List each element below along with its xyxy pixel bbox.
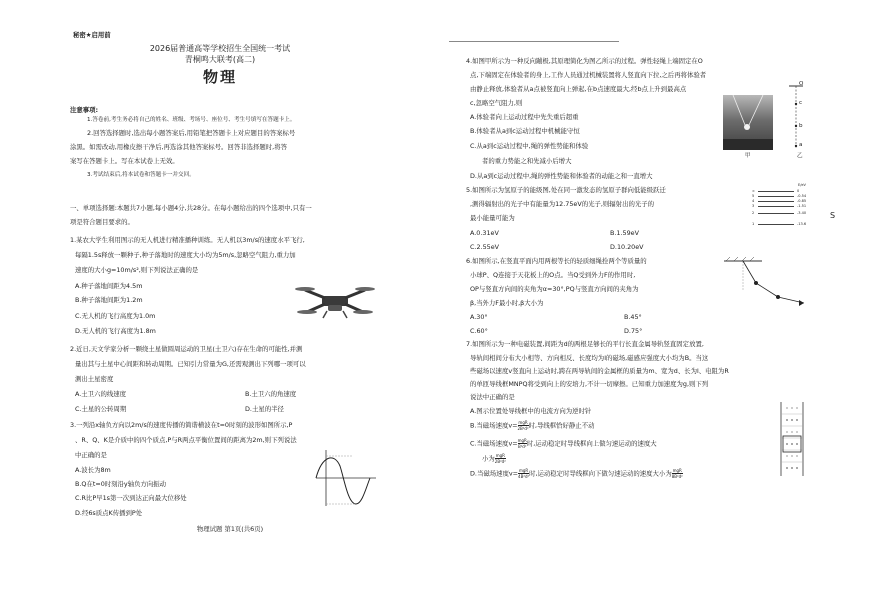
q4-stem-3: 由静止释放,体验者从a点被竖直向上弹起,在b点速度最大,经b点上升到最高点 — [470, 85, 687, 93]
q7-stem-3: 些磁场以速度v竖直向上运动时,跨在两导轨间的金属框的质量为m、宽为d、长为l、电阻为R — [470, 367, 729, 375]
q7-option-c — [470, 438, 657, 449]
option-text: 时,运动稳定时导线框向下做匀速运动的速度大小为 — [529, 469, 672, 478]
q1-option-d: D.无人机的飞行高度为1.8m — [75, 327, 156, 335]
level-energy: 0 — [797, 189, 800, 193]
point-b-label: b — [799, 123, 803, 129]
q2-option-c: C.土星的公转周期 — [75, 405, 127, 413]
q3-option-b: B.Q在t=0时刻沿y轴负方向振动 — [75, 480, 167, 488]
fig-label-jia: 甲 — [745, 153, 751, 159]
bungee-photo-figure — [723, 95, 773, 150]
option-text: D.当磁场速度v= — [470, 469, 519, 478]
level-energy: -3.40 — [797, 211, 807, 215]
level-n: 3 — [752, 204, 755, 208]
q5-stem-3: 最小能量可能为 — [470, 214, 515, 222]
note-2c: 案写在答题卡上。写在本试卷上无效。 — [70, 157, 179, 165]
note-2a: 2.回答选择题时,选出每小题答案后,用铅笔把答题卡上对应题目的答案标号 — [87, 129, 296, 137]
level-n: 1 — [752, 222, 755, 226]
q4-option-d: D.从a到c运动过程中,绳的弹性势能和体验者的动能之和一直增大 — [470, 172, 653, 180]
energy-unit-label: E/eV — [798, 183, 806, 187]
q4-option-b: B.体验者从a到c运动过程中机械能守恒 — [470, 127, 580, 135]
q7-option-b — [470, 420, 595, 431]
level-energy: -13.6 — [797, 222, 807, 226]
drone-figure — [295, 282, 375, 322]
q3-stem-2: 、R、Q、K是介质中的四个质点,P与R两点平衡位置间的距离为2m,则下列说法 — [75, 436, 297, 444]
q2-option-d: D.土星的半径 — [245, 405, 284, 413]
q5-stem-1: 5.如图所示为氢原子的能级图,处在同一激发态的氢原子群向低能级跃迁 — [466, 186, 666, 194]
level-n: 2 — [752, 211, 755, 215]
q3-option-d: D.经6s质点K传播到P处 — [75, 509, 143, 517]
q2-stem-2: 量出其与土星中心间距和转动周期。已知引力常量为G,还需观测出下列哪一项可以 — [75, 360, 306, 368]
fraction-num: mgR — [518, 420, 528, 425]
q7-stem-1: 7.如图所示为一种电磁装置,间距为d的两根足够长的平行长直金属导轨竖直固定放置, — [466, 340, 704, 348]
q6-option-c: C.60° — [470, 327, 488, 335]
fraction — [495, 453, 506, 464]
q5-option-a: A.0.31eV — [470, 229, 499, 237]
fraction-num: mgR — [518, 468, 529, 473]
q2-option-b: B.土卫六的角速度 — [245, 390, 297, 398]
top-divider — [449, 41, 619, 42]
fraction-den: 2B²d² — [494, 459, 506, 464]
q3-stem-1: 3.一列沿x轴负方向以2m/s的速度传播的简谐横波在t=0时刻的波形如图所示,P — [70, 421, 293, 429]
exam-subtitle: 青桐鸣大联考(高二) — [184, 55, 256, 64]
subject-title: 物理 — [202, 68, 237, 86]
level-line — [758, 206, 794, 207]
q7-option-a: A.图示位置处导线框中的电流方向为逆时针 — [470, 407, 592, 415]
point-o-label: O — [799, 81, 804, 87]
option-text: 时,导线框恰好静止不动 — [528, 421, 595, 430]
option-text: C.当磁场速度v= — [470, 439, 518, 448]
q6-stem-2: 小球P、Q连接于天花板上的O点。当Q受到外力F的作用时, — [470, 271, 636, 279]
section1-heading-cont: 项是符合题目要求的。 — [70, 218, 134, 226]
q5-option-c: C.2.55eV — [470, 243, 500, 251]
option-text: 小为 — [482, 454, 495, 463]
fraction-den: B²d² — [517, 444, 527, 449]
exam-title: 2026届普通高等学校招生全国统一考试 — [149, 44, 291, 53]
level-line — [758, 191, 794, 192]
q5-option-b: B.1.59eV — [610, 229, 639, 237]
energy-level-diagram — [752, 185, 812, 229]
fraction-den: 2B²d² — [517, 426, 529, 431]
q4-option-c-2: 者的重力势能之和先减小后增大 — [482, 157, 572, 165]
q6-option-a: A.30° — [470, 313, 488, 321]
bungee-photo — [723, 95, 773, 150]
q4-stem-4: c,忽略空气阻力,则 — [470, 99, 523, 107]
q6-option-b: B.45° — [624, 313, 642, 321]
q5-stem-2: ,测得辐射出的光子中有能量为12.75eV的光子,则辐射出的光子的 — [470, 200, 655, 208]
q7-option-d — [470, 468, 683, 479]
fig-label-yi: 乙 — [797, 153, 803, 159]
q6-stem-4: β,当外力F最小时,β大小为 — [470, 299, 544, 307]
pendulum-figure — [722, 257, 812, 311]
page-footer: 物理试题 第1页(共6页) — [196, 525, 264, 533]
q2-stem-1: 2.近日,天文学家分析一颗绕土星做圆周运动的卫星(土卫六)存在生命的可能性,并测 — [70, 345, 303, 353]
note-1: 1.答卷前,考生务必将自己的姓名、班级、考场号、座位号、考生号填写在答题卡上。 — [87, 117, 296, 123]
q3-option-c: C.R比P早1s第一次到达正向最大位移处 — [75, 494, 187, 502]
option-text: B.当磁场速度v= — [470, 421, 518, 430]
q6-stem-3: OP与竖直方向间的夹角为α=30°,PQ与竖直方向间的夹角为 — [470, 285, 639, 293]
point-a-label: a — [799, 142, 803, 148]
fraction-den: 8B²d² — [671, 474, 683, 479]
fraction-den: 4B²d² — [518, 474, 530, 479]
q4-option-a: A.体验者向上运动过程中先失重后超重 — [470, 113, 579, 121]
fraction-num: mgR — [672, 468, 682, 473]
point-c-label: c — [799, 100, 803, 106]
q1-stem-3: 速度的大小g=10m/s²,则下列说法正确的是 — [75, 266, 199, 274]
wave-figure — [312, 448, 378, 510]
level-line — [758, 224, 794, 225]
q6-stem-1: 6.如图所示,在竖直平面内用两根等长的轻质细绳拴两个等质量的 — [466, 257, 647, 265]
fraction — [518, 438, 527, 449]
notes-heading: 注意事项: — [70, 106, 99, 114]
fraction-num: mgR — [517, 438, 527, 443]
margin-mark: S — [830, 211, 836, 220]
level-energy: -0.54 — [797, 194, 807, 198]
fraction — [672, 468, 683, 479]
q4-stem-1: 4.如图甲所示为一种反向蹦极,其原理简化为图乙所示的过程。弹性轻绳上端固定在O — [466, 57, 703, 65]
level-n: 4 — [752, 199, 755, 203]
note-3: 3.考试结束后,将本试卷和答题卡一并交回。 — [87, 172, 195, 178]
q1-option-b: B.种子落地间距为1.2m — [75, 296, 143, 304]
q2-option-a: A.土卫六的线速度 — [75, 390, 127, 398]
option-text: 时,运动稳定时导线框向上做匀速运动的速度大 — [526, 439, 657, 448]
q7-stem-5: 说法中正确的是 — [470, 393, 515, 401]
q7-stem-2: 导轨间相间分布大小相等、方向相反、长度均为l的磁场,磁感应强度大小均为B。当这 — [470, 354, 709, 362]
q1-stem-1: 1.某农大学生利用图示的无人机进行精准播种训练。无人机以3m/s的速度水平飞行, — [70, 236, 305, 244]
q7-option-c-tail — [482, 453, 506, 464]
note-2b: 涂黑。如需改动,用橡皮擦干净后,再选涂其他答案标号。回答非选择题时,将答 — [70, 143, 287, 151]
level-energy: -0.85 — [797, 199, 807, 203]
fraction — [518, 420, 529, 431]
q4-stem-2: 点,下端固定在体验者的身上,工作人员通过机械装置将人竖直向下拉,之后再将体验者 — [470, 71, 707, 79]
q3-stem-3: 中正确的是 — [75, 451, 107, 459]
q2-stem-3: 测出土星密度 — [75, 375, 114, 383]
level-energy: -1.51 — [797, 204, 807, 208]
q6-option-d: D.75° — [624, 327, 643, 335]
q3-option-a: A.波长为8m — [75, 466, 111, 474]
q1-option-a: A.种子落地间距为4.5m — [75, 282, 143, 290]
q5-option-d: D.10.20eV — [610, 243, 644, 251]
bungee-diagram — [785, 82, 807, 154]
fraction-num: mgR — [495, 453, 505, 458]
fraction — [518, 468, 529, 479]
level-line — [758, 196, 794, 197]
q1-option-c: C.无人机的飞行高度为1.0m — [75, 312, 156, 320]
level-line — [758, 213, 794, 214]
confidential-mark: 秘密★启用前 — [73, 31, 111, 39]
level-n: 5 — [752, 194, 755, 198]
magnetic-field-figure — [778, 400, 806, 478]
section1-heading: 一、单项选择题:本题共7小题,每小题4分,共28分。在每小题给出的四个选项中,只有一 — [70, 204, 312, 212]
level-line — [758, 201, 794, 202]
q4-option-c-1: C.从a到c运动过程中,绳的弹性势能和体验 — [470, 142, 589, 150]
q1-stem-2: 每隔1.5s释放一颗种子,种子落地时的速度大小均为5m/s,忽略空气阻力,重力加 — [75, 251, 296, 259]
q7-stem-4: 的单匝导线框MNPQ将受到向上的安培力,不计一切摩擦。已知重力加速度为g,则下列 — [470, 380, 709, 388]
level-n: ∞ — [752, 189, 755, 193]
